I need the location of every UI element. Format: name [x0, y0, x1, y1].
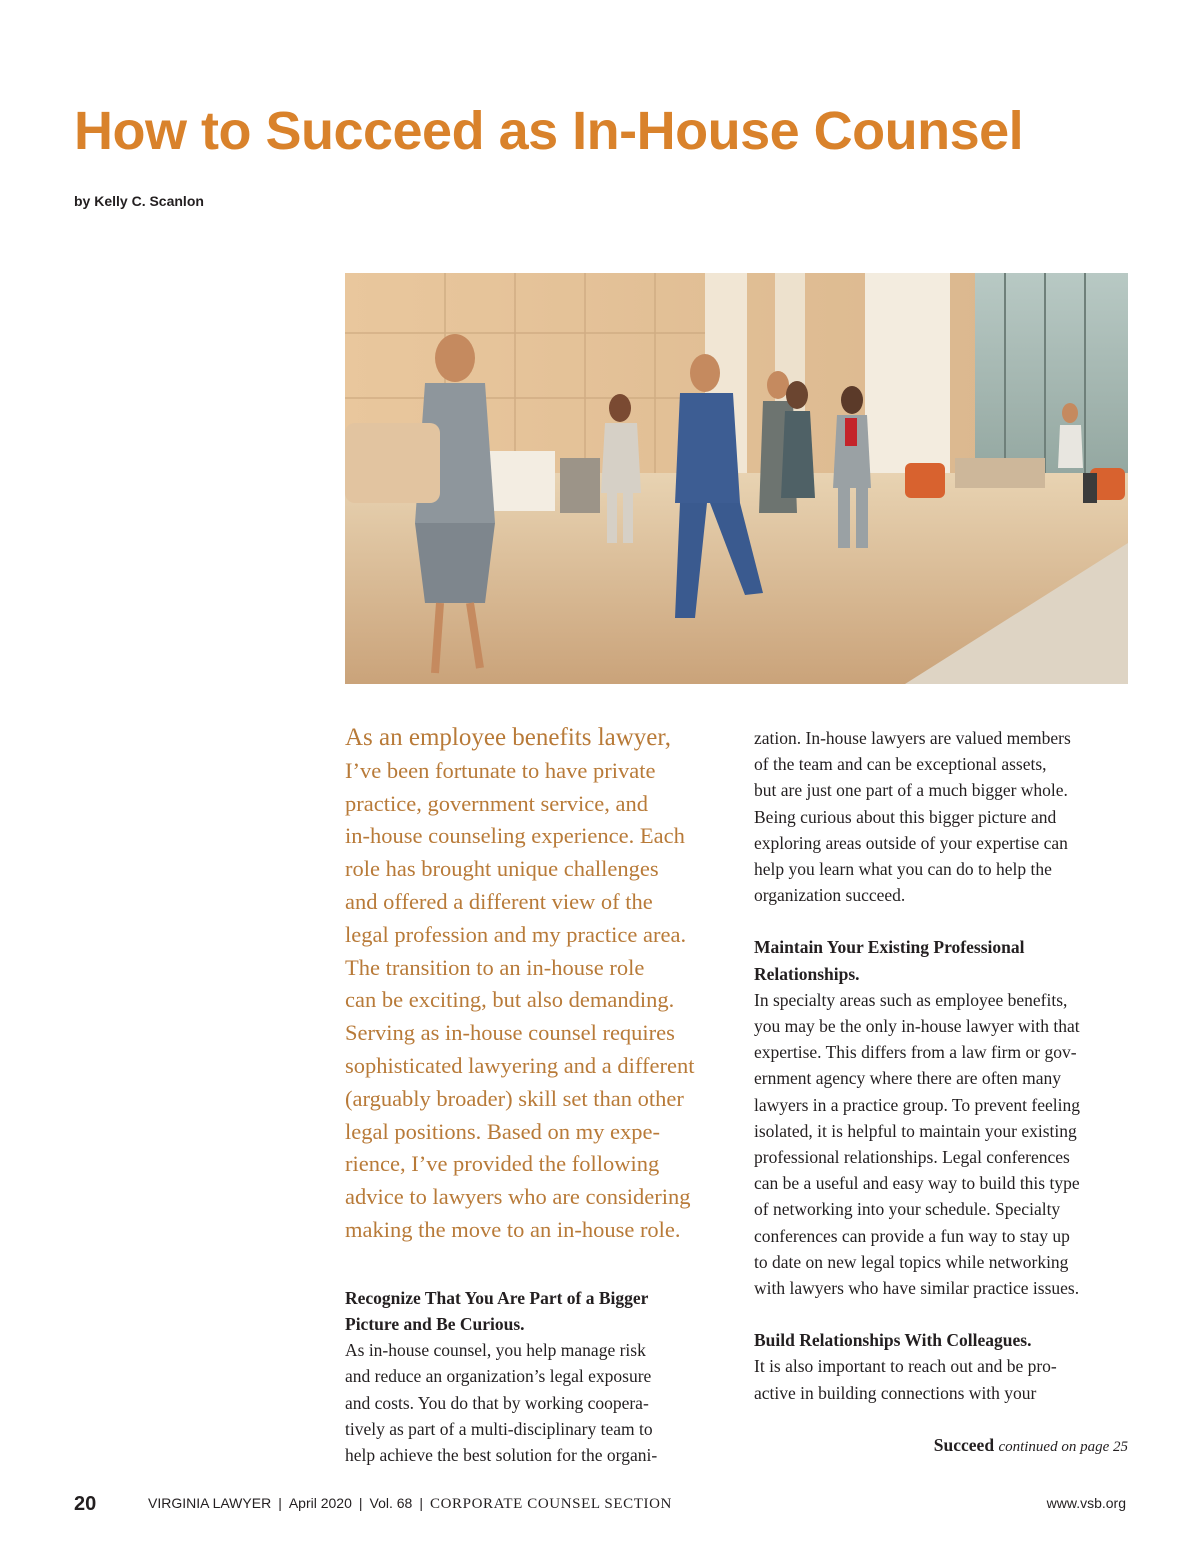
- article-title: How to Succeed as In-House Counsel: [74, 101, 1024, 161]
- section-heading: Maintain Your Existing Professional: [754, 937, 1025, 958]
- publication-name: VIRGINIA LAWYER: [148, 1495, 272, 1511]
- byline: by Kelly C. Scanlon: [74, 193, 204, 209]
- continued-text: continued on page 25: [998, 1439, 1128, 1455]
- body-line: with lawyers who have similar practice issues.: [754, 1278, 1080, 1299]
- body-line: expertise. This differs from a law firm or gov-: [754, 1042, 1077, 1063]
- lede-line: practice, government service, and: [345, 790, 648, 816]
- body-line: but are just one part of a much bigger whole.: [754, 780, 1068, 801]
- lede-line: advice to lawyers who are considering: [345, 1184, 691, 1210]
- body-line: you may be the only in-house lawyer with that: [754, 1016, 1080, 1037]
- lede-line: As an employee benefits lawyer,: [345, 724, 671, 751]
- section-build: [754, 1327, 1134, 1406]
- body-line: It is also important to reach out and be pro-: [754, 1356, 1057, 1377]
- body-line: help achieve the best solution for the organi-: [345, 1444, 658, 1465]
- footer-separator: |: [419, 1495, 423, 1511]
- section-recognize-continued: [754, 725, 1134, 908]
- website-link[interactable]: www.vsb.org: [1046, 1495, 1126, 1511]
- section-heading: Build Relationships With Colleagues.: [754, 1330, 1032, 1351]
- volume: Vol. 68: [369, 1495, 413, 1511]
- section-recognize: [345, 1285, 725, 1468]
- body-line: of networking into your schedule. Specialty: [754, 1199, 1061, 1220]
- lede-line: rience, I’ve provided the following: [345, 1151, 660, 1177]
- body-line: Being curious about this bigger picture and: [754, 806, 1057, 827]
- lede-line: legal profession and my practice area.: [345, 921, 687, 947]
- body-line: conferences can provide a fun way to stay up: [754, 1225, 1070, 1246]
- body-line: help you learn what you can do to help the: [754, 859, 1052, 880]
- body-line: active in building connections with your: [754, 1382, 1037, 1403]
- section-maintain: [754, 934, 1134, 1301]
- body-line: ernment agency where there are often many: [754, 1068, 1062, 1089]
- article-photo: [345, 273, 1128, 684]
- lede-line: legal positions. Based on my expe-: [345, 1118, 660, 1144]
- body-line: of the team and can be exceptional assets,: [754, 754, 1047, 775]
- body-line: isolated, it is helpful to maintain your existing: [754, 1120, 1077, 1141]
- lede-line: The transition to an in-house role: [345, 954, 645, 980]
- section-name: CORPORATE COUNSEL SECTION: [429, 1496, 672, 1512]
- body-line: organization succeed.: [754, 885, 906, 906]
- lede-line: and offered a different view of the: [345, 888, 653, 914]
- lede-line: sophisticated lawyering and a different: [345, 1052, 695, 1078]
- lede-paragraph: [345, 722, 725, 1247]
- section-heading: Recognize That You Are Part of a Bigger: [345, 1287, 649, 1308]
- body-line: zation. In-house lawyers are valued members: [754, 728, 1071, 748]
- left-column: [345, 722, 725, 1468]
- continued-word: Succeed: [933, 1435, 995, 1455]
- footer-publication: [148, 1495, 672, 1513]
- body-line: As in-house counsel, you help manage risk: [345, 1340, 646, 1361]
- lede-line: in-house counseling experience. Each: [345, 823, 685, 849]
- footer-separator: |: [358, 1495, 363, 1511]
- body-line: and reduce an organization’s legal exposure: [345, 1366, 652, 1387]
- body-line: lawyers in a practice group. To prevent feeling: [754, 1094, 1080, 1115]
- lede-line: (arguably broader) skill set than other: [345, 1085, 684, 1111]
- issue-date: April 2020: [288, 1495, 352, 1511]
- body-line: can be a useful and easy way to build this type: [754, 1173, 1080, 1194]
- right-column: [754, 725, 1134, 1406]
- body-line: exploring areas outside of your expertise can: [754, 832, 1068, 853]
- lede-line: I’ve been fortunate to have private: [345, 757, 656, 783]
- body-line: professional relationships. Legal conferences: [754, 1147, 1070, 1168]
- section-heading: Relationships.: [754, 963, 860, 984]
- section-heading: Picture and Be Curious.: [345, 1313, 525, 1334]
- body-line: and costs. You do that by working coopera-: [345, 1392, 649, 1413]
- footer-separator: |: [278, 1495, 282, 1511]
- office-lobby-illustration: [345, 273, 1128, 684]
- lede-line: can be exciting, but also demanding.: [345, 987, 675, 1013]
- body-line: In specialty areas such as employee benefits,: [754, 989, 1068, 1010]
- lede-line: Serving as in-house counsel requires: [345, 1020, 675, 1046]
- lede-line: making the move to an in-house role.: [345, 1216, 681, 1242]
- continued-note: [934, 1435, 1128, 1456]
- body-line: tively as part of a multi-disciplinary team to: [345, 1418, 653, 1439]
- lede-line: role has brought unique challenges: [345, 856, 659, 882]
- body-line: to date on new legal topics while networking: [754, 1251, 1069, 1272]
- page-number: 20: [74, 1493, 97, 1515]
